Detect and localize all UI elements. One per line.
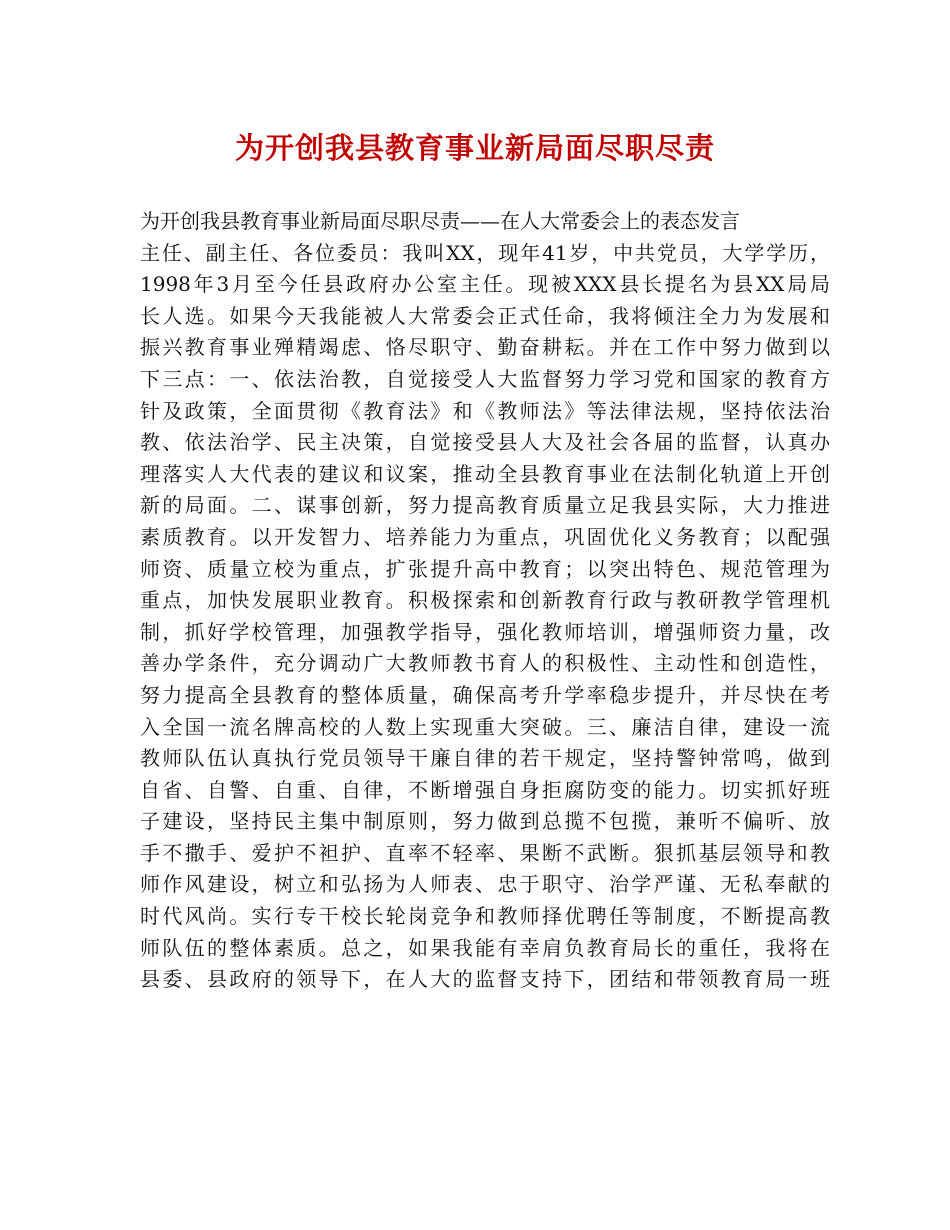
body-line: 师作风建设，树立和弘扬为人师表、忠于职守、治学严谨、无私奉献的 xyxy=(140,872,830,897)
body-line: 新的局面。二、谋事创新，努力提高教育质量立足我县实际，大力推进 xyxy=(140,493,830,518)
document-title: 为开创我县教育事业新局面尽职尽责 xyxy=(234,131,715,165)
body-line: 重点，加快发展职业教育。积极探索和创新教育行政与教研教学管理机 xyxy=(140,588,830,613)
body-line: 振兴教育事业殚精竭虑、恪尽职守、勤奋耕耘。并在工作中努力做到以 xyxy=(140,335,830,360)
body-line: 下三点：一、依法治教，自觉接受人大监督努力学习党和国家的教育方 xyxy=(140,366,830,391)
body-line: 教、依法治学、民主决策，自觉接受县人大及社会各届的监督，认真办 xyxy=(140,430,830,455)
body-line: 入全国一流名牌高校的人数上实现重大突破。三、廉洁自律，建设一流 xyxy=(140,714,830,739)
body-line: 针及政策，全面贯彻《教育法》和《教师法》等法律法规，坚持依法治 xyxy=(140,398,830,423)
body-line: 1998年3月至今任县政府办公室主任。现被XXX县长提名为县XX局局 xyxy=(140,272,830,297)
body-line: 师队伍的整体素质。总之，如果我能有幸肩负教育局长的重任，我将在 xyxy=(140,935,830,960)
body-line: 制，抓好学校管理，加强教学指导，强化教师培训，增强师资力量，改 xyxy=(140,619,830,644)
body-line: 长人选。如果今天我能被人大常委会正式任命，我将倾注全力为发展和 xyxy=(140,303,830,328)
body-line: 教师队伍认真执行党员领导干廉自律的若干规定，坚持警钟常鸣，做到 xyxy=(140,746,830,771)
body-line: 善办学条件，充分调动广大教师教书育人的积极性、主动性和创造性， xyxy=(140,651,830,676)
document-body xyxy=(140,206,830,996)
body-line: 县委、县政府的领导下，在人大的监督支持下，团结和带领教育局一班 xyxy=(140,967,830,992)
body-line: 主任、副主任、各位委员：我叫XX，现年41岁，中共党员，大学学历， xyxy=(140,240,830,265)
body-line: 子建设，坚持民主集中制原则，努力做到总揽不包揽，兼听不偏听、放 xyxy=(140,809,830,834)
body-line: 自省、自警、自重、自律，不断增强自身拒腐防变的能力。切实抓好班 xyxy=(140,777,830,802)
body-line: 师资、质量立校为重点，扩张提升高中教育；以突出特色、规范管理为 xyxy=(140,556,830,581)
body-line: 手不撒手、爱护不袒护、直率不轻率、果断不武断。狠抓基层领导和教 xyxy=(140,840,830,865)
body-line: 时代风尚。实行专干校长轮岗竞争和教师择优聘任等制度，不断提高教 xyxy=(140,904,830,929)
body-line-heading: 为开创我县教育事业新局面尽职尽责——在人大常委会上的表态发言 xyxy=(140,209,740,233)
body-line: 努力提高全县教育的整体质量，确保高考升学率稳步提升，并尽快在考 xyxy=(140,682,830,707)
body-line: 素质教育。以开发智力、培养能力为重点，巩固优化义务教育；以配强 xyxy=(140,524,830,549)
body-line: 理落实人大代表的建议和议案，推动全县教育事业在法制化轨道上开创 xyxy=(140,461,830,486)
